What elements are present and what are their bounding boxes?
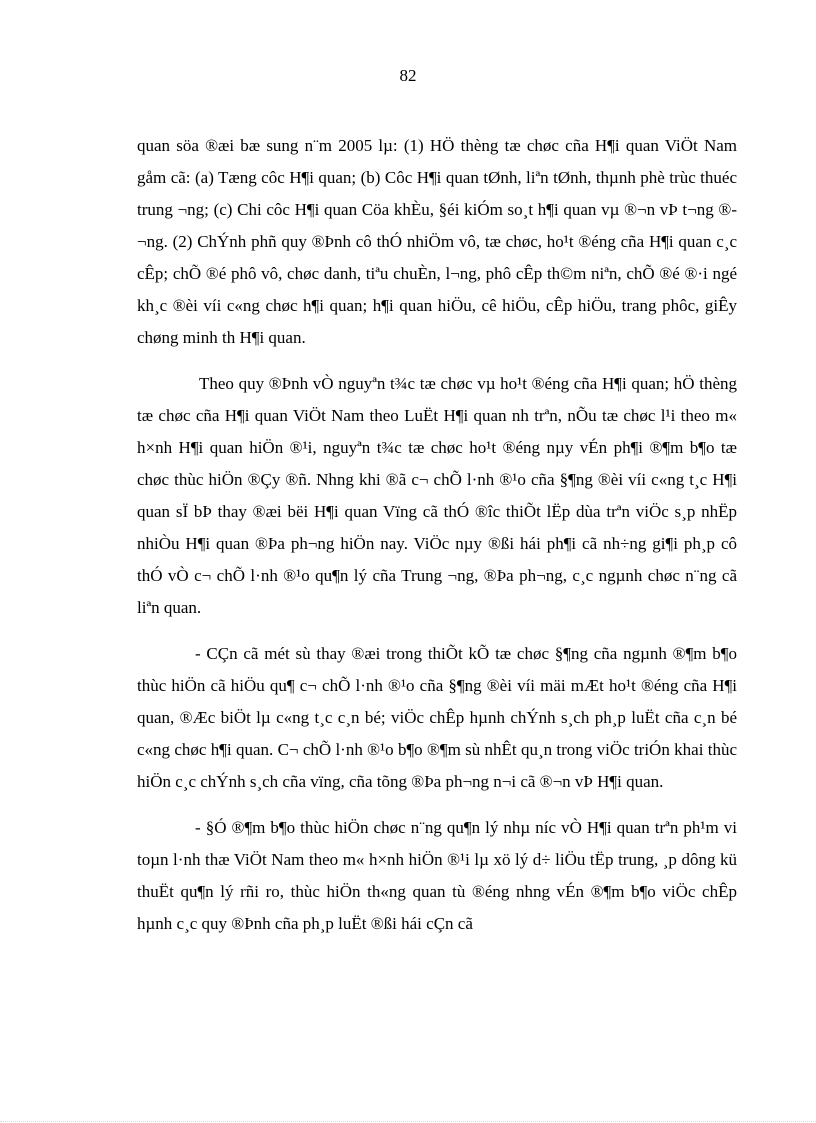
- paragraph-4: - §Ó ®¶m b¶o thùc hiÖn chøc n¨ng qu¶n lý nhµ níc vÒ H¶i quan trªn ph¹m vi toµn l·nh thæ ViÖt Nam theo m« h×nh hiÖn ®¹i lµ xö lý d÷ liÖu tËp trung, ¸p dông kü thuËt qu¶n lý rñi ro, thùc hiÖn th«ng quan tù ®éng nhng vÉn ®¶m b¶o viÖc chÊp hµnh c¸c quy ®Þnh cña ph¸p luËt ®ßi hái cÇn cã: [137, 818, 737, 933]
- document-body: [137, 130, 737, 954]
- paragraph-1: quan söa ®æi bæ sung n¨m 2005 lµ: (1) HÖ thèng tæ chøc cña H¶i quan ViÖt Nam gåm cã: (a) Tæng côc H¶i quan; (b) Côc H¶i quan tØnh, liªn tØnh, thµnh phè trùc thuéc trung ¬ng; (c) Chi côc H¶i quan Cöa khÈu, §éi kiÓm so¸t h¶i quan vµ ®¬n vÞ t¬ng ®¬ng. (2) ChÝnh phñ quy ®Þnh cô thÓ nhiÖm vô, tæ chøc, ho¹t ®éng cña H¶i quan c¸c cÊp; chÕ ®é phô vô, chøc danh, tiªu chuÈn, l¬ng, phô cÊp th©m niªn, chÕ ®é ®·i ngé kh¸c ®èi víi c«ng chøc h¶i quan; h¶i quan hiÖu, cê hiÖu, cÊp hiÖu, trang phôc, giÊy chøng minh th H¶i quan.: [137, 136, 737, 347]
- paragraph-2: Theo quy ®Þnh vÒ nguyªn t¾c tæ chøc vµ ho¹t ®éng cña H¶i quan; hÖ thèng tæ chøc cña H¶i quan ViÖt Nam theo LuËt H¶i quan nh trªn, nÕu tæ chøc l¹i theo m« h×nh H¶i quan hiÖn ®¹i, nguyªn t¾c tæ chøc ho¹t ®éng nµy vÉn ph¶i ®¶m b¶o tæ chøc thùc hiÖn ®Çy ®ñ. Nhng khi ®ã c¬ chÕ l·nh ®¹o cña §¶ng ®èi víi c«ng t¸c H¶i quan sÏ bÞ thay ®æi bëi H¶i quan Vïng cã thÓ ®îc thiÕt lËp dùa trªn viÖc s¸p nhËp nhiÒu H¶i quan ®Þa ph¬ng hiÖn nay. ViÖc nµy ®ßi hái ph¶i cã nh÷ng gi¶i ph¸p cô thÓ vÒ c¬ chÕ l·nh ®¹o qu¶n lý cña Trung ¬ng, ®Þa ph¬ng, c¸c ngµnh chøc n¨ng cã liªn quan.: [137, 374, 737, 617]
- page-bottom-border: [0, 1121, 816, 1122]
- paragraph-3: - CÇn cã mét sù thay ®æi trong thiÕt kÕ tæ chøc §¶ng cña ngµnh ®¶m b¶o thùc hiÖn cã hiÖu qu¶ c¬ chÕ l·nh ®¹o cña §¶ng ®èi víi mäi mÆt ho¹t ®éng cña H¶i quan, ®Æc biÖt lµ c«ng t¸c c¸n bé; viÖc chÊp hµnh chÝnh s¸ch ph¸p luËt cña c¸n bé c«ng chøc h¶i quan. C¬ chÕ l·nh ®¹o b¶o ®¶m sù nhÊt qu¸n trong viÖc triÓn khai thùc hiÖn c¸c chÝnh s¸ch cña vïng, cña tõng ®Þa ph¬ng n¬i cã ®¬n vÞ H¶i quan.: [137, 644, 737, 791]
- page-number: 82: [399, 66, 417, 85]
